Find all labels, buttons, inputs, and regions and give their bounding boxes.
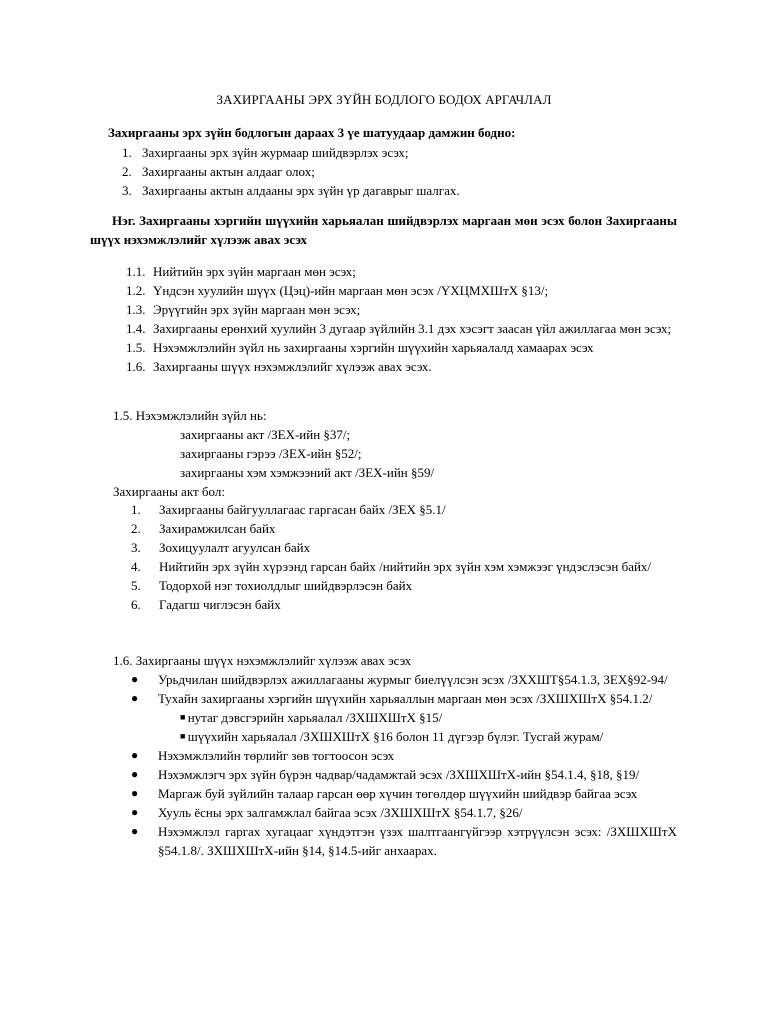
item-text: Хууль ёсны эрх залгамжлал байгаа эсэх /ЗХШХШтХ §54.1.7, §26/	[158, 805, 523, 820]
item-text: Гадагш чиглэсэн байх	[159, 597, 281, 612]
list-item	[131, 765, 677, 784]
item-number: 6.	[131, 597, 141, 612]
sub15-item: захиргааны гэрээ /ЗЕХ-ийн §52/;	[180, 446, 362, 461]
item-text: Зохицуулалт агуулсан байх	[159, 540, 311, 555]
page-title: ЗАХИРГААНЫ ЭРХ ЗҮЙН БОДЛОГО БОДОХ АРГАЧЛАЛ	[216, 92, 552, 107]
item-number: 1.2.	[126, 283, 146, 298]
item-text: Захиргааны ерөнхий хуулийн 3 дугаар зүйлийн 3.1 дэх хэсэгт заасан үйл ажиллагаа мөн эсэх;	[153, 321, 672, 336]
item-text: Захиргааны байгууллагаас гаргасан байх /ЗЕХ §5.1/	[159, 502, 446, 517]
item-number: 5.	[131, 578, 141, 593]
sub15-item: захиргааны хэм хэмжээний акт /ЗЕХ-ийн §59/	[180, 465, 435, 480]
list-item	[126, 300, 679, 319]
sub15-label: 1.5. Нэхэмжлэлийн зүйл нь:	[113, 408, 267, 423]
bullet-icon: ●	[131, 748, 139, 762]
list-item	[131, 500, 677, 519]
list-item	[131, 822, 677, 860]
item-text: Нэхэмжлэл гаргах хугацааг хүндэтгэн үзэх шалтгаангүйгээр хэтрүүлсэн эсэх: /ЗХШХШтХ §54.1.8/. ЗХШХШтХ-ийн §14, §14.5-ийг анхаарах.	[158, 824, 677, 858]
item-number: 2.	[131, 521, 141, 536]
item-number: 3.	[131, 540, 141, 555]
list-item	[131, 689, 677, 708]
bullet-icon: ●	[131, 767, 139, 781]
item-number: 1.4.	[126, 321, 146, 336]
list-item	[126, 281, 679, 300]
section1-list	[126, 262, 679, 376]
list-item	[131, 557, 677, 576]
list-item	[126, 338, 679, 357]
list-item	[131, 538, 677, 557]
bullet-icon: ●	[131, 786, 139, 800]
item-text: Үндсэн хуулийн шүүх (Цэц)-ийн маргаан мөн эсэх /ҮХЦМХШтХ §13/;	[153, 283, 549, 298]
list-item	[131, 803, 677, 822]
item-text: нутаг дэвсгэрийн харьяалал /ЗХШХШтХ §15/	[187, 710, 443, 725]
small-bullet-icon: ■	[180, 731, 188, 741]
sub16-label: 1.6. Захиргааны шүүх нэхэмжлэлийг хүлээж авах эсэх	[113, 653, 412, 668]
item-text: Эрүүгийн эрх зүйн маргаан мөн эсэх;	[153, 302, 361, 317]
item-text: Захиргааны шүүх нэхэмжлэлийг хүлээж авах эсэх.	[153, 359, 432, 374]
list-item	[131, 784, 677, 803]
item-number: 1.3.	[126, 302, 146, 317]
bullet-icon: ●	[131, 805, 139, 819]
item-text: Нэхэмжлэлийн зүйл нь захиргааны хэргийн шүүхийн харьяалалд хамаарах эсэх	[153, 340, 594, 355]
act-list	[131, 500, 677, 614]
list-item	[131, 670, 677, 689]
item-text: Захирамжилсан байх	[159, 521, 276, 536]
item-number: 1.	[131, 502, 141, 517]
item-text: Нийтийн эрх зүйн маргаан мөн эсэх;	[153, 264, 356, 279]
item-number: 3.	[122, 183, 132, 198]
stages-list	[122, 143, 460, 200]
item-text: Нэхэмжлэгч эрх зүйн бүрэн чадвар/чадамжтай эсэх /ЗХШХШтХ-ийн §54.1.4, §18, §19/	[158, 767, 640, 782]
item-text: Тодорхой нэг тохиолдлыг шийдвэрлэсэн байх	[159, 578, 413, 593]
list-item	[131, 576, 677, 595]
item-number: 1.5.	[126, 340, 146, 355]
list-item	[122, 181, 460, 200]
list-item	[126, 319, 679, 338]
sub16-bullets	[131, 670, 677, 860]
bullet-icon: ●	[131, 824, 139, 838]
item-text: Маргаж буй зүйлийн талаар гарсан өөр хүчин төгөлдөр шүүхийн шийдвэр байгаа эсэх	[158, 786, 638, 801]
item-number: 1.1.	[126, 264, 146, 279]
list-item	[131, 595, 677, 614]
item-number: 2.	[122, 164, 132, 179]
bullet-icon: ●	[131, 672, 139, 686]
small-bullet-icon: ■	[180, 712, 188, 722]
item-number: 1.	[122, 145, 132, 160]
list-item	[122, 143, 460, 162]
item-text: Нийтийн эрх зүйн хүрээнд гарсан байх /нийтийн эрх зүйн хэм хэмжээг үндэслэсэн байх/	[159, 559, 652, 574]
list-item	[131, 519, 677, 538]
sub-list-item	[131, 708, 677, 727]
item-text: Тухайн захиргааны хэргийн шүүхийн харьяаллын маргаан мөн эсэх /ЗХШХШтХ §54.1.2/	[158, 691, 653, 706]
item-number: 1.6.	[126, 359, 146, 374]
item-text: шүүхийн харьяалал /ЗХШХШтХ §16 болон 11 дүгээр бүлэг. Тусгай журам/	[187, 729, 604, 744]
list-item	[126, 262, 679, 281]
item-text: Захиргааны эрх зүйн журмаар шийдвэрлэх эсэх;	[142, 145, 409, 160]
item-text: Нэхэмжлэлийн төрлийг зөв тогтоосон эсэх	[158, 748, 395, 763]
item-text: Захиргааны актын алдааг олох;	[142, 164, 315, 179]
list-item	[122, 162, 460, 181]
bullet-icon: ●	[131, 691, 139, 705]
section-heading: Нэг. Захиргааны хэргийн шүүхийн харьяалан шийдвэрлэх маргаан мөн эсэх болон Захиргааны шүүх нэхэмжлэлийг хүлээж авах эсэх	[90, 213, 677, 247]
item-text: Захиргааны актын алдааны эрх зүйн үр дагаврыг шалгах.	[142, 183, 460, 198]
item-text: Урьдчилан шийдвэрлэх ажиллагааны журмыг биелүүлсэн эсэх /ЗХХШТ§54.1.3, ЗЕХ§92-94/	[158, 672, 668, 687]
sub15-item: захиргааны акт /ЗЕХ-ийн §37/;	[180, 427, 351, 442]
intro-text: Захиргааны эрх зүйн бодлогын дараах 3 үе шатуудаар дамжин бодно:	[108, 125, 516, 140]
act-label: Захиргааны акт бол:	[113, 484, 225, 499]
sub-list-item	[131, 727, 677, 746]
list-item	[131, 746, 677, 765]
list-item	[126, 357, 679, 376]
item-number: 4.	[131, 559, 141, 574]
